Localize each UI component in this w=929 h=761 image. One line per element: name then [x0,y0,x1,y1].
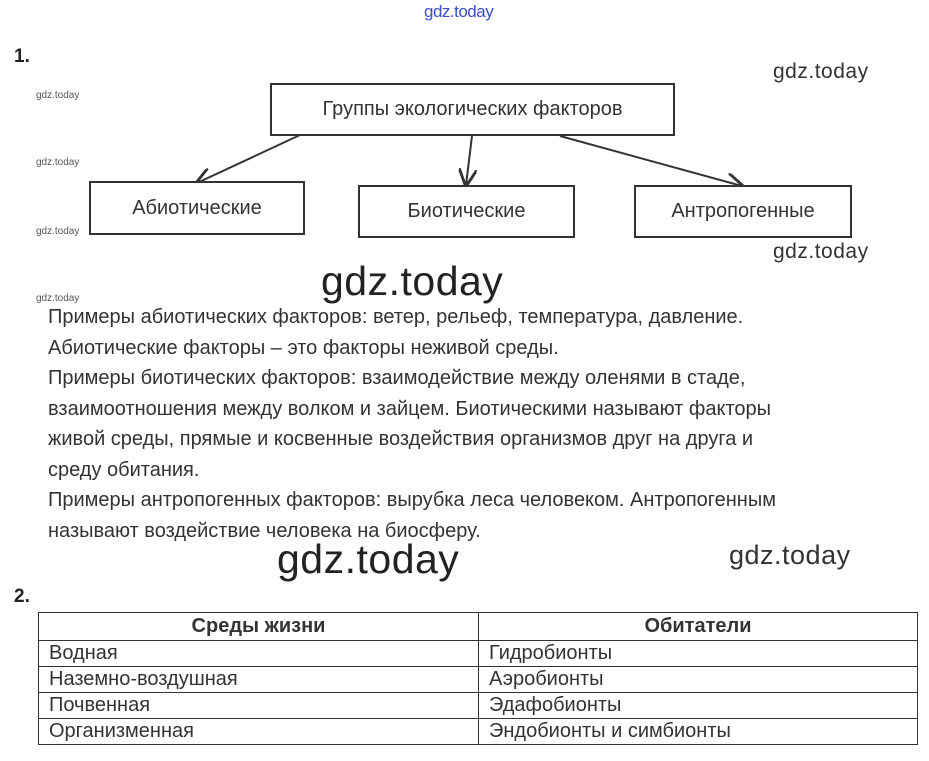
table-cell: Почвенная [39,693,479,719]
watermark-medium: gdz.today [729,540,851,570]
table-row [39,693,918,719]
table-cell: Организменная [39,719,479,745]
watermark-small: gdz.today [36,293,80,304]
arrow-to-anthropogenic [560,136,742,186]
task-1-number: 1. [14,46,30,67]
text-line: живой среды, прямые и косвенные воздействия организмов друг на друга и [48,428,754,450]
diagram-arrows [0,0,929,300]
table-cell: Аэробионты [479,667,918,693]
text-line: Абиотические факторы – это факторы неживой среды. [48,336,559,359]
table-row [39,641,918,667]
watermark-medium: gdz.today [773,60,869,83]
table-row [39,667,918,693]
task-1-text [48,302,908,546]
diagram-box-label: Биотические [407,200,526,222]
task-2-number: 2. [14,586,30,607]
watermark-large: gdz.today [277,536,460,582]
watermark-small: gdz.today [36,157,80,168]
table-row [39,719,918,745]
watermark-top: gdz.today [424,2,494,21]
text-line: Примеры биотических факторов: взаимодействие между оленями в стаде, [48,367,746,389]
watermark-small: gdz.today [36,90,80,101]
watermark-large: gdz.today [321,258,504,304]
table-cell: Эндобионты и симбионты [479,719,918,745]
diagram-root-box [270,83,675,136]
text-line: Примеры абиотических факторов: ветер, рельеф, температура, давление. [48,306,744,328]
table-cell: Эдафобионты [479,693,918,719]
diagram-box-anthropogenic [634,185,852,238]
arrow-to-biotic [466,136,472,185]
diagram-box-label: Абиотические [132,196,262,219]
table-cell: Гидробионты [479,641,918,667]
diagram-box-label: Антропогенные [671,200,815,222]
table-cell: Водная [39,641,479,667]
text-line: называют воздействие человека на биосферу. [48,519,481,542]
habitat-table [38,612,918,745]
text-line: среду обитания. [48,458,200,481]
table-header-cell: Обитатели [479,613,918,641]
table-header-cell: Среды жизни [39,613,479,641]
watermark-small: gdz.today [36,226,80,237]
table-cell: Наземно-воздушная [39,667,479,693]
text-line: взаимоотношения между волком и зайцем. Биотическими называют факторы [48,397,771,420]
diagram-box-abiotic [89,181,305,235]
arrow-to-abiotic [197,135,300,183]
text-line: Примеры антропогенных факторов: вырубка леса человеком. Антропогенным [48,489,776,511]
table-header-row [39,613,918,641]
diagram-box-biotic [358,185,575,238]
diagram-root-label: Группы экологических факторов [322,98,623,120]
watermark-medium: gdz.today [773,240,869,263]
